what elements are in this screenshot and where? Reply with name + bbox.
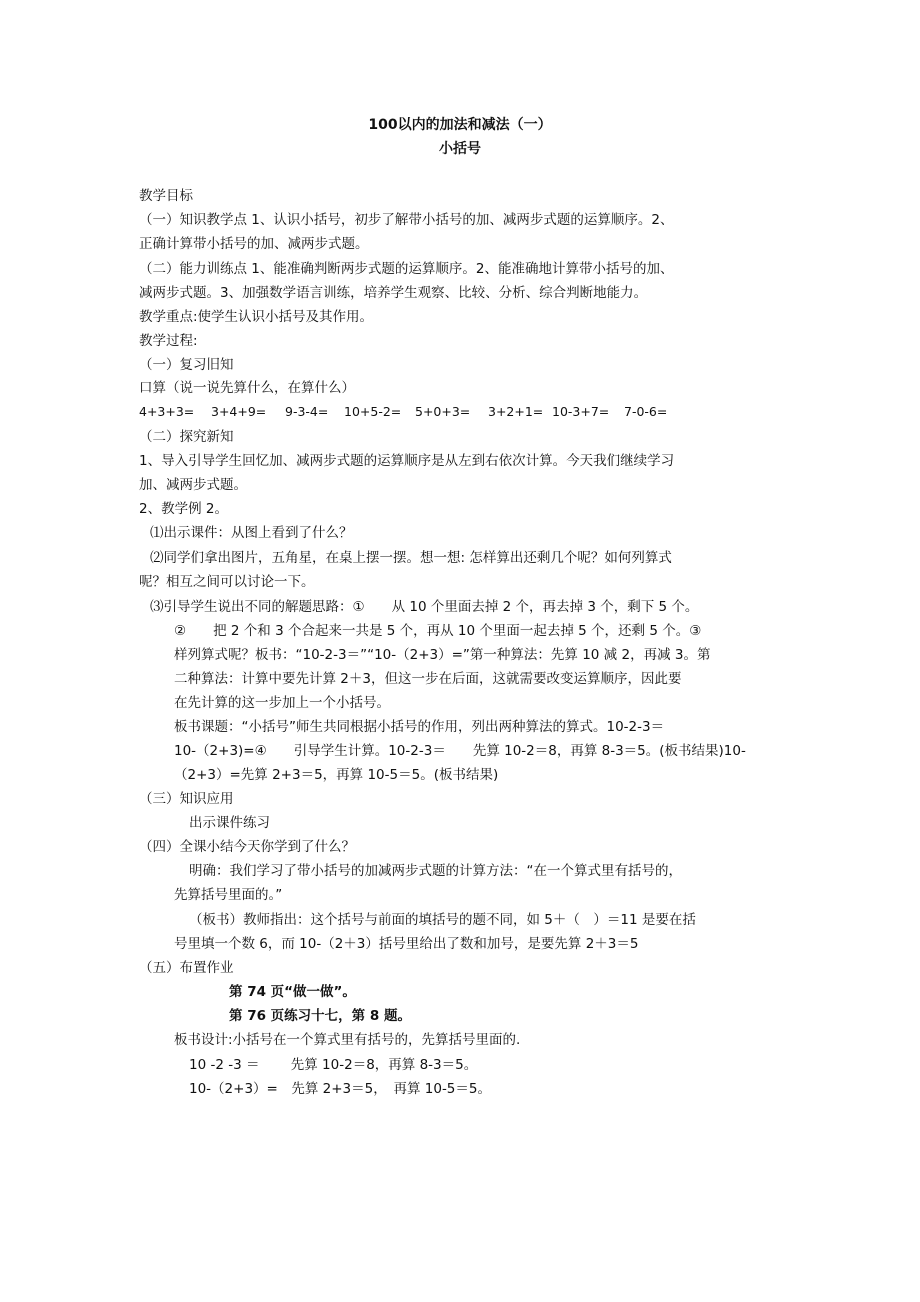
homework2: 第 76 页练习十七，第 8 题。: [229, 1008, 411, 1024]
intro-line1: 1、导入引导学生回忆加、减两步式题的运算顺序是从左到右依次计算。今天我们继续学习: [139, 453, 675, 469]
oral-calc-item: 4+3+3=: [139, 404, 195, 419]
section5-heading: （五）布置作业: [139, 960, 234, 976]
summary-line1: 明确：我们学习了带小括号的加减两步式题的计算方法：“在一个算式里有括号的，: [189, 863, 682, 879]
oral-calc-item: 10+5-2=: [344, 404, 402, 419]
board-line1: 10 -2 -3 ＝ 先算 10-2＝8，再算 8-3＝5。: [189, 1057, 478, 1073]
example-heading: 2、教学例 2。: [139, 501, 228, 517]
section1-heading: （一）复习旧知: [139, 357, 234, 373]
step2-line1: ⑵同学们拿出图片，五角星，在桌上摆一摆。想一想: 怎样算出还剩几个呢？如何列算式: [150, 550, 672, 566]
step1: ⑴出示课件：从图上看到了什么？: [150, 525, 353, 541]
step3-line1: ⑶引导学生说出不同的解题思路：① 从 10 个里面去掉 2 个，再去掉 3 个，剩下 5 个。: [150, 599, 699, 615]
oral-calc-item: 7-0-6=: [624, 404, 668, 419]
oral-calc-label: 口算（说一说先算什么，在算什么）: [139, 380, 355, 396]
step3-line7: 10-（2+3)=④ 引导学生计算。10-2-3＝ 先算 10-2＝8，再算 8-3＝5。(板书结果)10-: [174, 743, 746, 759]
objectives-heading: 教学目标: [139, 188, 193, 204]
objective2-line2: 减两步式题。3、加强数学语言训练，培养学生观察、比较、分析、综合判断地能力。: [139, 285, 648, 301]
section4-heading: （四）全课小结今天你学到了什么？: [139, 839, 355, 855]
oral-calc-item: 3+2+1=: [488, 404, 544, 419]
objective1-line2: 正确计算带小括号的加、减两步式题。: [139, 236, 369, 252]
step3-line8: （2+3）=先算 2+3＝5，再算 10-5＝5。(板书结果): [174, 767, 499, 783]
oral-calc-item: 9-3-4=: [285, 404, 329, 419]
section3-content: 出示课件练习: [189, 815, 270, 831]
document-subtitle: 小括号: [439, 141, 481, 157]
process-heading: 教学过程:: [139, 333, 198, 349]
summary-line2: 先算括号里面的。”: [174, 887, 283, 903]
step3-line5: 在先计算的这一步加上一个小括号。: [174, 695, 390, 711]
objective1-line1: （一）知识教学点 1、认识小括号，初步了解带小括号的加、减两步式题的运算顺序。2、: [139, 212, 674, 228]
step3-line4: 二种算法：计算中要先计算 2＋3，但这一步在后面，这就需要改变运算顺序，因此要: [174, 671, 682, 687]
oral-calc-item: 3+4+9=: [211, 404, 267, 419]
key-point: 教学重点:使学生认识小括号及其作用。: [139, 309, 374, 325]
oral-calc-item: 10-3+7=: [552, 404, 610, 419]
oral-calc-item: 5+0+3=: [415, 404, 471, 419]
teacher-line1: （板书）教师指出：这个括号与前面的填括号的题不同，如 5＋（ ）＝11 是要在括: [189, 912, 696, 928]
step3-line2: ② 把 2 个和 3 个合起来一共是 5 个，再从 10 个里面一起去掉 5 个，还剩 5 个。③: [174, 623, 702, 639]
objective2-line1: （二）能力训练点 1、能准确判断两步式题的运算顺序。2、能准确地计算带小括号的加、: [139, 261, 674, 277]
homework1: 第 74 页“做一做”。: [229, 984, 356, 1000]
board-line2: 10-（2+3）= 先算 2+3＝5， 再算 10-5＝5。: [189, 1081, 491, 1097]
section2-heading: （二）探究新知: [139, 429, 234, 445]
intro-line2: 加、减两步式题。: [139, 477, 247, 493]
teacher-line2: 号里填一个数 6，而 10-（2＋3）括号里给出了数和加号，是要先算 2＋3＝5: [174, 936, 639, 952]
step2-line2: 呢？相互之间可以讨论一下。: [139, 574, 315, 590]
step3-line6: 板书课题：“小括号”师生共同根据小括号的作用，列出两种算法的算式。10-2-3＝: [174, 719, 665, 735]
document-title: 100以内的加法和减法（一）: [368, 117, 552, 133]
section3-heading: （三）知识应用: [139, 791, 234, 807]
step3-line3: 样列算式呢？板书：“10-2-3＝”“10-（2+3）=”第一种算法：先算 10 减 2，再减 3。第: [174, 647, 711, 663]
board-design: 板书设计:小括号在一个算式里有括号的，先算括号里面的.: [174, 1032, 521, 1048]
